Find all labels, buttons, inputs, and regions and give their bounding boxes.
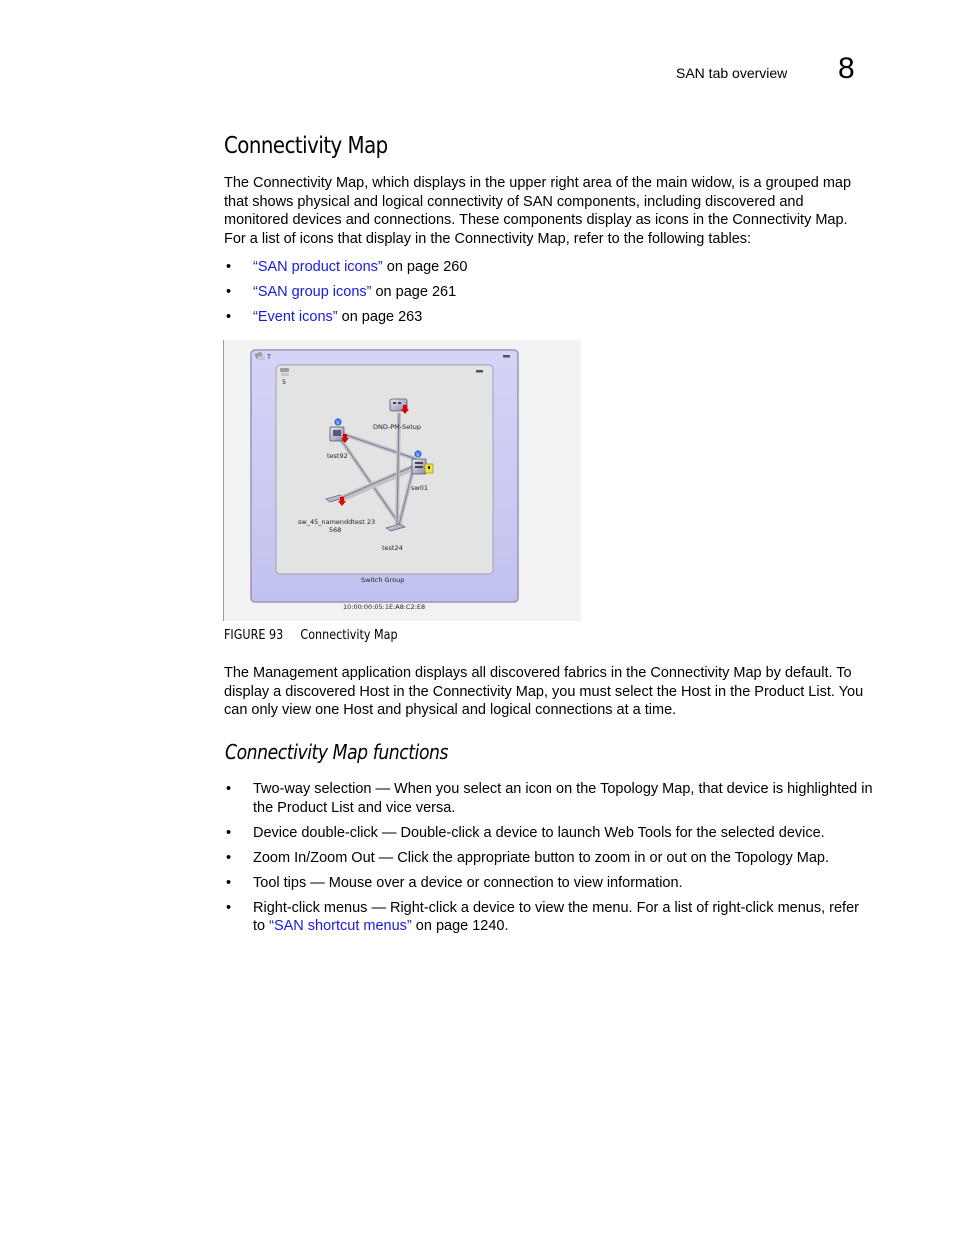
fabric-label: T xyxy=(267,353,271,361)
device-label: test92 xyxy=(327,452,348,460)
bullet-icon: • xyxy=(226,824,232,841)
wwn-label: 10:00:00:05:1E:A8:C2:E8 xyxy=(343,603,426,611)
group-count: 5 xyxy=(282,378,287,386)
after-figure-paragraph: The Management application displays all discovered fabrics in the Connectivity Map by default. To display a discovered Host in the Connectivity Map, you must select the Host in the Product List. You can only view one Host and physical and logical connections at a time. xyxy=(224,665,864,719)
bullet-icon: • xyxy=(226,259,232,275)
san-group-icons-link[interactable]: “SAN group icons” xyxy=(253,284,372,300)
device-label: sw_45_namenddtest 23 xyxy=(298,518,376,526)
page-ref: on page 263 xyxy=(337,309,423,325)
group-label: Switch Group xyxy=(361,576,405,584)
badge-letter: V xyxy=(336,420,340,427)
collapse-icon[interactable] xyxy=(476,370,483,373)
figure-number: FIGURE 93 xyxy=(224,628,284,643)
page-ref: on page 260 xyxy=(382,259,468,275)
subsection-heading: Connectivity Map functions xyxy=(225,740,449,764)
device-label: 568 xyxy=(329,526,342,534)
event-icons-link[interactable]: “Event icons” xyxy=(253,309,338,325)
bullet-icon: • xyxy=(226,284,232,300)
reference-item xyxy=(224,258,874,277)
function-item: • Tool tips — Mouse over a device or connection to view information. xyxy=(226,874,683,891)
connectivity-map-figure xyxy=(223,340,581,621)
functions-list xyxy=(224,780,874,936)
badge-letter: V xyxy=(416,452,420,459)
san-shortcut-menus-link[interactable]: “SAN shortcut menus” xyxy=(269,918,412,934)
bullet-icon: • xyxy=(226,849,232,866)
bullet-icon: • xyxy=(226,781,232,797)
function-item: • Device double-click — Double-click a device to launch Web Tools for the selected device. xyxy=(226,824,825,841)
section-heading: Connectivity Map xyxy=(224,133,388,159)
bullet-icon: • xyxy=(226,899,232,916)
figure-caption xyxy=(224,628,398,643)
function-item: • Right-click menus — Right-click a device to view the menu. For a list of right-click menus, refer to “SAN shortcut menus” on page 1240. xyxy=(226,899,859,934)
collapse-icon[interactable] xyxy=(503,355,510,358)
switch-group[interactable] xyxy=(276,365,493,574)
device-label: DND-PM-Setup xyxy=(373,423,422,431)
group-icon xyxy=(280,368,289,376)
intro-paragraph: The Connectivity Map, which displays in the upper right area of the main widow, is a grouped map that shows physical and logical connectivity of SAN components, including discovered and monitored devices and connections. These components display as icons in the Connectivity Map. For a list of icons that display in the Connectivity Map, refer to the following tables: xyxy=(224,175,852,248)
device-label: test24 xyxy=(382,544,403,552)
connectivity-map-canvas xyxy=(224,340,581,621)
function-item: • Two-way selection — When you select an icon on the Topology Map, that device is highlighted in the Product List and vice versa. xyxy=(226,781,873,816)
reference-item xyxy=(224,283,874,302)
bullet-icon: • xyxy=(226,309,232,325)
running-header: SAN tab overview xyxy=(676,65,788,81)
page-ref: on page 261 xyxy=(371,284,457,300)
device-label: sw01 xyxy=(411,484,428,492)
page-ref: on page 1240. xyxy=(411,918,509,934)
chapter-number: 8 xyxy=(838,52,855,85)
figure-title: Connectivity Map xyxy=(300,628,398,643)
reference-list xyxy=(224,258,874,327)
san-product-icons-link[interactable]: “SAN product icons” xyxy=(253,259,383,275)
function-item: • Zoom In/Zoom Out — Click the appropriate button to zoom in or out on the Topology Map. xyxy=(226,849,830,866)
reference-item xyxy=(224,308,874,327)
bullet-icon: • xyxy=(226,874,232,891)
